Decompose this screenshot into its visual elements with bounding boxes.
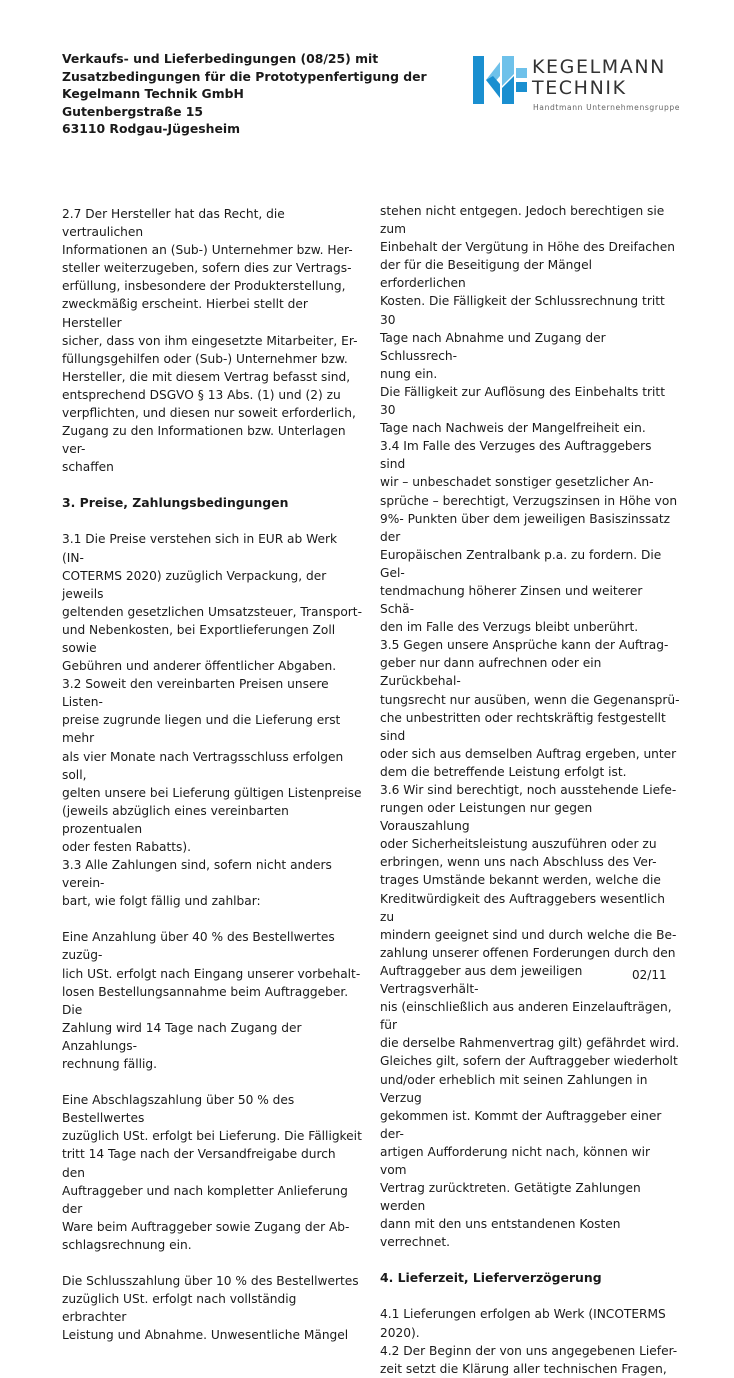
text-line: artigen Aufforderung nicht nach, können wir vom (380, 1144, 651, 1177)
header-line: Zusatzbedingungen für die Prototypenfertigung der (62, 68, 427, 84)
text-line: zahlung unserer offenen Forderungen durch den (380, 945, 676, 960)
text-line: 4.2 Der Beginn der von uns angegebenen Liefer- (380, 1343, 678, 1358)
text-line: Auftraggeber und nach kompletter Anlieferung der (62, 1183, 348, 1216)
text-line: Auftraggeber aus dem jeweiligen Vertragsverhält- (380, 963, 583, 997)
text-line: zweckmäßig erscheint. Hierbei stellt der Hersteller (62, 297, 308, 330)
text-line: und/oder erheblich mit seinen Zahlungen in Verzug (380, 1072, 648, 1105)
text-line: der für die Beseitigung der Mängel erforderlichen (380, 258, 593, 291)
paragraph-3-3-3-6 (380, 202, 680, 1251)
text-line: Zahlung wird 14 Tage nach Zugang der Anzahlungs- (62, 1020, 302, 1053)
text-line: oder sich aus demselben Auftrag ergeben, unter (380, 746, 677, 761)
text-line: mindern geeignet sind und durch welche die Be- (380, 927, 677, 942)
left-column (62, 205, 362, 1344)
text-line: preise zugrunde liegen und die Lieferung erst mehr (62, 713, 341, 746)
text-line: schaffen (62, 460, 114, 475)
text-line: Informationen an (Sub-) Unternehmer bzw. Her- (62, 243, 353, 258)
right-column (380, 202, 680, 1378)
text-line: rungen oder Leistungen nur gegen Vorauszahlung (380, 801, 593, 834)
logo-tagline: Handtmann Unternehmensgruppe (533, 103, 681, 112)
text-line: zuzüglich USt. erfolgt bei Lieferung. Die Fälligkeit (62, 1129, 362, 1144)
text-line: Ware beim Auftraggeber sowie Zugang der Ab- (62, 1219, 350, 1234)
text-line: füllungsgehilfen oder (Sub-) Unternehmer bzw. (62, 351, 348, 366)
text-line: COTERMS 2020) zuzüglich Verpackung, der jeweils (62, 568, 327, 601)
text-line: 3.4 Im Falle des Verzuges des Auftraggebers sind (380, 439, 652, 472)
text-line: 3.5 Gegen unsere Ansprüche kann der Auftrag- (380, 638, 669, 653)
paragraph-4-1-4-2 (380, 1305, 680, 1377)
header-line: Gutenbergstraße 15 (62, 103, 204, 119)
text-line: 4.1 Lieferungen erfolgen ab Werk (INCOTERMS (380, 1307, 666, 1322)
text-line: erfüllung, insbesondere der Produkterstellung, (62, 279, 346, 294)
text-line: Gebühren und anderer öffentlicher Abgaben. (62, 659, 337, 674)
text-line: losen Bestellungsannahme beim Auftraggeber. Die (62, 984, 349, 1017)
text-line: Eine Anzahlung über 40 % des Bestellwertes zuzüg- (62, 930, 335, 963)
text-line: 3.6 Wir sind berechtigt, noch ausstehende Liefe- (380, 783, 677, 797)
text-line: Europäischen Zentralbank p.a. zu fordern. Die Gel- (380, 547, 662, 580)
company-logo (473, 52, 683, 114)
section-heading-4: 4. Lieferzeit, Lieferverzögerung (380, 1270, 602, 1286)
paragraph-abschlagszahlung (62, 1091, 362, 1254)
text-line: Leistung und Abnahme. Unwesentliche Mängel (62, 1328, 349, 1343)
paragraph-2-7 (62, 205, 362, 476)
text-line: 2020). (380, 1325, 420, 1340)
text-line: (jeweils abzüglich eines vereinbarten prozentualen (62, 803, 289, 836)
document-header (62, 50, 427, 138)
text-line: 9%- Punkten über dem jeweiligen Basiszinssatz der (380, 511, 671, 544)
text-line: oder festen Rabatts). (62, 840, 191, 854)
text-line: 2.7 Der Hersteller hat das Recht, die vertraulichen (62, 207, 285, 240)
text-line: die derselbe Rahmenvertrag gilt) gefährdet wird. (380, 1036, 680, 1051)
text-line: Die Fälligkeit zur Auflösung des Einbehalts tritt 30 (380, 384, 665, 418)
text-line: Gleiches gilt, sofern der Auftraggeber wiederholt (380, 1054, 678, 1069)
text-line: rechnung fällig. (62, 1057, 157, 1072)
text-line: Einbehalt der Vergütung in Höhe des Dreifachen (380, 240, 675, 255)
text-line: geber nur dann aufrechnen oder ein Zurückbehal- (380, 656, 602, 689)
text-line: sprüche – berechtigt, Verzugszinsen in Höhe von (380, 493, 678, 508)
text-line: wir – unbeschadet sonstiger gesetzlicher An- (380, 475, 654, 490)
text-line: entsprechend DSGVO § 13 Abs. (1) und (2) zu (62, 387, 341, 402)
text-line: Hersteller, die mit diesem Vertrag befasst sind, (62, 369, 351, 384)
text-line: geltenden gesetzlichen Umsatzsteuer, Transport- (62, 604, 362, 619)
text-line: tendmachung höherer Zinsen und weiterer Schä- (380, 583, 643, 617)
text-line: Vertrag zurücktreten. Getätigte Zahlungen werden (380, 1181, 641, 1214)
text-line: schlagsrechnung ein. (62, 1237, 192, 1252)
logo-word-2: TECHNIK (532, 77, 627, 99)
text-line: Tage nach Nachweis der Mangelfreiheit ein. (380, 421, 646, 436)
text-line: stehen nicht entgegen. Jedoch berechtigen sie zum (380, 204, 665, 237)
text-line: als vier Monate nach Vertragsschluss erfolgen soll, (62, 749, 344, 782)
paragraph-anzahlung (62, 928, 362, 1073)
text-line: Kosten. Die Fälligkeit der Schlussrechnung tritt 30 (380, 294, 665, 327)
header-line: 63110 Rodgau-Jügesheim (62, 121, 241, 136)
kegelmann-logo-icon (473, 56, 527, 104)
text-line: zuzüglich USt. erfolgt nach vollständig erbrachter (62, 1292, 297, 1325)
text-line: nung ein. (380, 366, 438, 381)
text-line: oder Sicherheitsleistung auszuführen oder zu (380, 837, 657, 852)
text-line: gelten unsere bei Lieferung gültigen Listenpreise (62, 785, 362, 800)
logo-word-1: KEGELMANN (532, 56, 666, 78)
text-line: 3.3 Alle Zahlungen sind, sofern nicht anders verein- (62, 858, 332, 891)
text-line: und Nebenkosten, bei Exportlieferungen Zoll sowie (62, 622, 336, 655)
text-line: 3.1 Die Preise verstehen sich in EUR ab Werk (IN- (62, 532, 338, 565)
text-line: Zugang zu den Informationen bzw. Unterlagen ver- (62, 424, 346, 457)
text-line: zeit setzt die Klärung aller technischen Fragen, (380, 1361, 667, 1376)
text-line: Tage nach Abnahme und Zugang der Schlussrech- (380, 330, 606, 363)
text-line: Die Schlusszahlung über 10 % des Bestellwertes (62, 1273, 359, 1288)
text-line: bart, wie folgt fällig und zahlbar: (62, 894, 261, 909)
text-line: gekommen ist. Kommt der Auftraggeber einer der- (380, 1108, 662, 1141)
section-heading-3: 3. Preise, Zahlungsbedingungen (62, 495, 289, 511)
text-line: Eine Abschlagszahlung über 50 % des Bestellwertes (62, 1093, 295, 1126)
paragraph-schlusszahlung (62, 1272, 362, 1344)
text-line: 3.2 Soweit den vereinbarten Preisen unsere Listen- (62, 677, 329, 710)
text-line: erbringen, wenn uns nach Abschluss des Ver- (380, 855, 657, 870)
header-line: Kegelmann Technik GmbH (62, 86, 244, 101)
text-line: Kreditwürdigkeit des Auftraggebers wesentlich zu (380, 891, 665, 924)
text-line: tritt 14 Tage nach der Versandfreigabe durch den (62, 1147, 336, 1180)
text-line: dann mit den uns entstandenen Kosten verrechnet. (380, 1217, 621, 1250)
text-line: den im Falle des Verzugs bleibt unberührt. (380, 620, 639, 635)
text-line: dem die betreffende Leistung erfolgt ist. (380, 764, 627, 779)
header-line: Verkaufs- und Lieferbedingungen (08/25) mit (62, 51, 379, 66)
text-line: nis (einschließlich aus anderen Einzelaufträgen, für (380, 1000, 672, 1033)
text-line: che unbestritten oder rechtskräftig festgestellt sind (380, 710, 666, 743)
text-line: trages Umstände bekannt werden, welche die (380, 873, 661, 888)
paragraph-3-1-3-3 (62, 530, 362, 910)
text-line: tungsrecht nur ausüben, wenn die Gegenansprü- (380, 692, 680, 707)
text-line: lich USt. erfolgt nach Eingang unserer vorbehalt- (62, 966, 361, 981)
text-line: sicher, dass von ihm eingesetzte Mitarbeiter, Er- (62, 333, 358, 348)
page-number: 02/11 (632, 968, 667, 982)
text-line: steller weiterzugeben, sofern dies zur Vertrags- (62, 261, 352, 276)
text-line: verpflichten, und diesen nur soweit erforderlich, (62, 406, 356, 421)
